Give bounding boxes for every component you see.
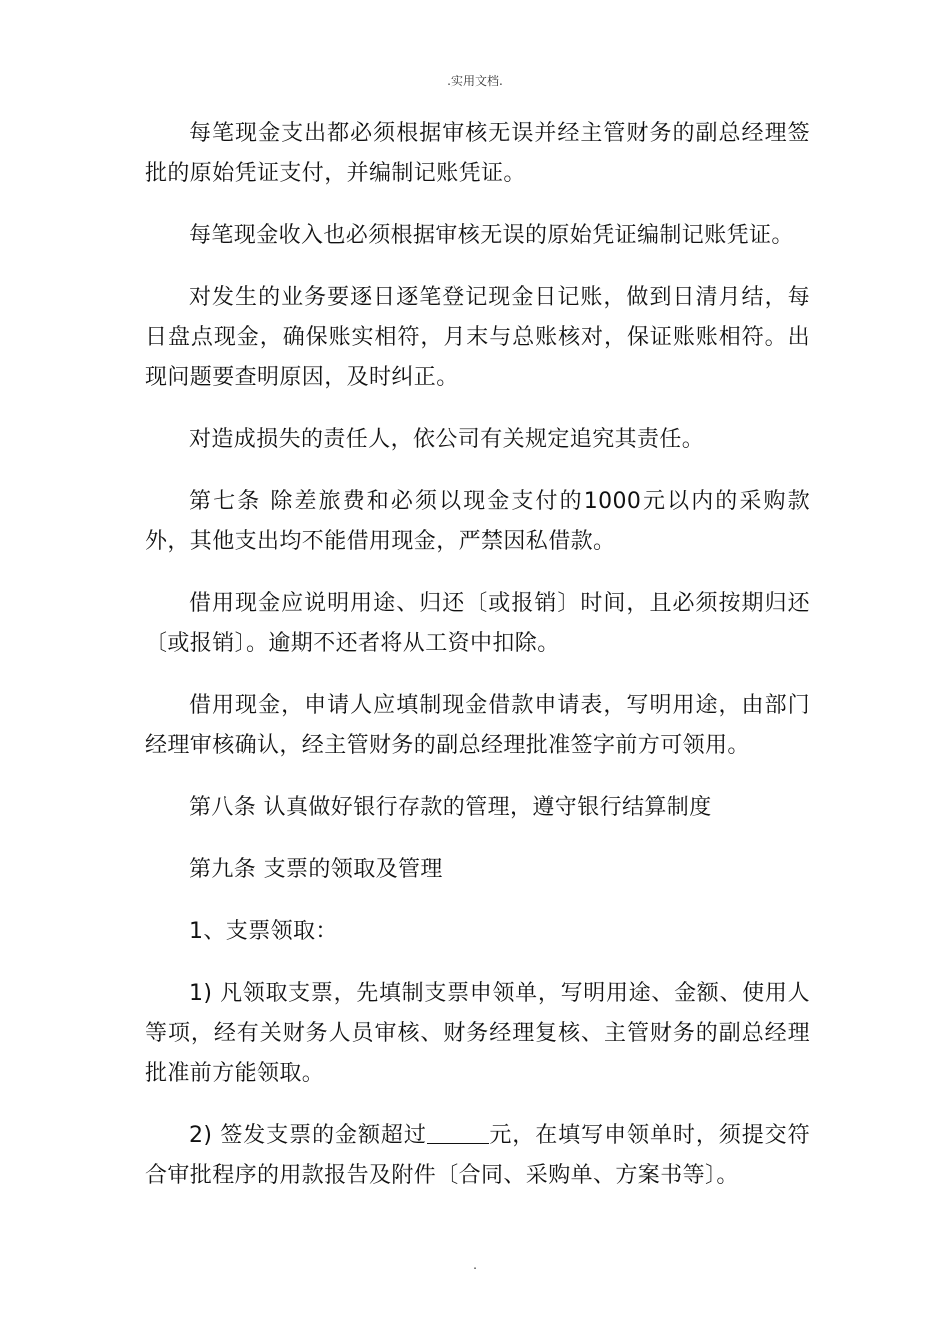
- paragraph-cheque-collection-heading: 1、支票领取：: [189, 919, 338, 944]
- cheque-item-two-text-start: 2) 签发支票的金额超过: [189, 1123, 427, 1148]
- paragraph-liability: 对造成损失的责任人，依公司有关规定追究其责任。: [189, 427, 705, 452]
- document-body: [145, 114, 810, 1218]
- paragraph-article-eight: 第八条 认真做好银行存款的管理，遵守银行结算制度: [189, 795, 712, 820]
- paragraph-article-nine: 第九条 支票的领取及管理: [189, 857, 443, 882]
- paragraph-cash-journal: 对发生的业务要逐日逐笔登记现金日记账，做到日清月结，每日盘点现金，确保账实相符，月末与总账核对，保证账账相符。出现问题要查明原因，及时纠正。: [145, 285, 810, 390]
- paragraph-article-seven: 第七条 除差旅费和必须以现金支付的1000元以内的采购款外，其他支出均不能借用现金，严禁因私借款。: [145, 489, 810, 554]
- cheque-item-two-text-end: 元，在填写申领单时，须提交符合审批程序的用款报告及附件〔合同、采购单、方案书等〕。: [145, 1123, 811, 1188]
- amount-blank-line: [427, 1121, 489, 1144]
- page-header: .实用文档.: [447, 74, 503, 88]
- page-footer: .: [473, 1258, 477, 1272]
- paragraph-cheque-item-two: [145, 1116, 810, 1196]
- paragraph-borrow-application: 借用现金，申请人应填制现金借款申请表，写明用途，由部门经理审核确认，经主管财务的副总经理批准签字前方可领用。: [145, 693, 810, 758]
- paragraph-cheque-item-one: 1) 凡领取支票，先填制支票申领单，写明用途、金额、使用人等项，经有关财务人员审核、财务经理复核、主管财务的副总经理批准前方能领取。: [145, 981, 810, 1086]
- paragraph-cash-expenditure: 每笔现金支出都必须根据审核无误并经主管财务的副总经理签批的原始凭证支付，并编制记账凭证。: [145, 121, 810, 186]
- paragraph-cash-income: 每笔现金收入也必须根据审核无误的原始凭证编制记账凭证。: [189, 223, 794, 248]
- paragraph-borrow-repayment: 借用现金应说明用途、归还〔或报销〕时间，且必须按期归还〔或报销〕。逾期不还者将从工资中扣除。: [145, 591, 810, 656]
